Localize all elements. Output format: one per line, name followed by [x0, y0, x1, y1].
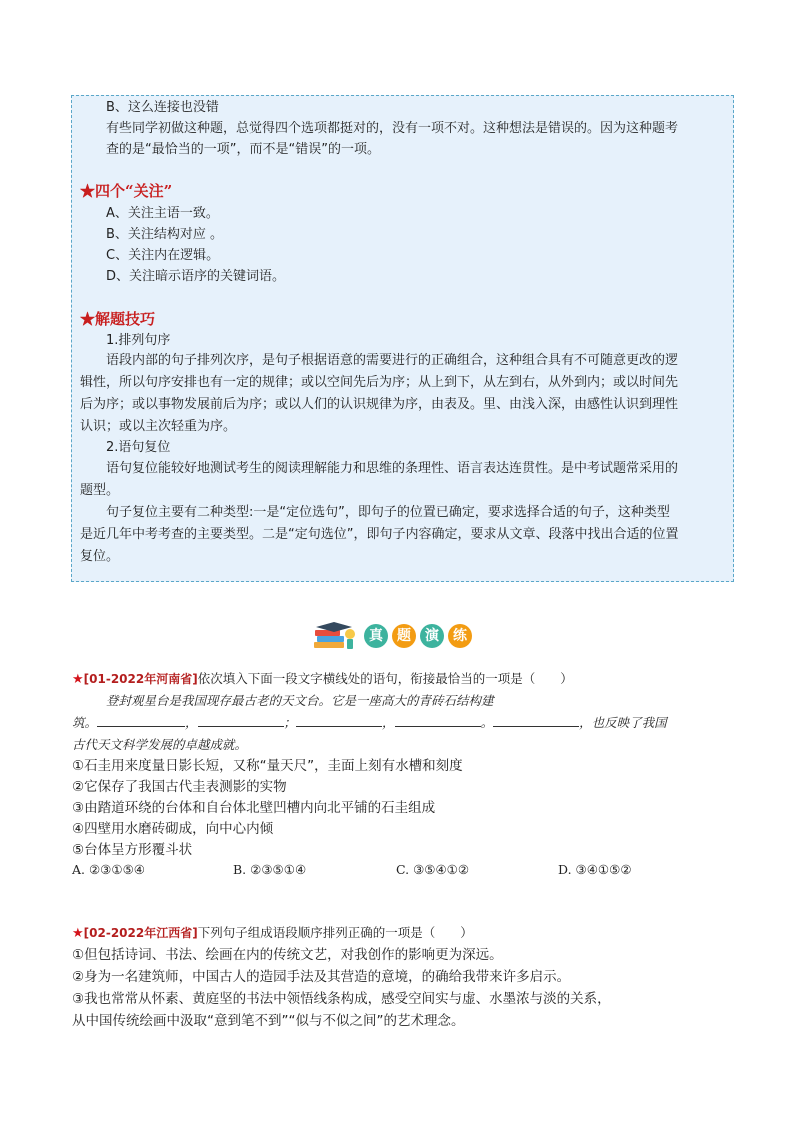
note-line: 查的是“最恰当的一项”，而不是“错误”的一项。 [106, 142, 380, 157]
passage-line: 古代天文科学发展的卓越成就。 [72, 737, 248, 752]
question-tag: [02-2022年江西省] [83, 926, 198, 940]
skill-text: 语段内部的句子排列次序，是句子根据语意的需要进行的正确组合，这种组合具有不可随意更改的逻 [106, 353, 679, 368]
skill-title: 2.语句复位 [106, 440, 171, 455]
blank-5 [493, 712, 579, 727]
banner-char: 练 [448, 624, 472, 648]
answer-item: ①但包括诗词、书法、绘画在内的传统文艺，对我创作的影响更为深远。 [72, 947, 503, 963]
skill-text: 认识；或以主次轻重为序。 [80, 419, 237, 434]
skill-title: 1.排列句序 [106, 333, 171, 348]
answer-item: ④四壁用水磨砖砌成，向中心内倾 [72, 821, 274, 837]
blank-3 [296, 712, 382, 727]
blank-1 [97, 712, 185, 727]
focus-heading: ★四个“关注” [80, 182, 173, 200]
answer-item: ②它保存了我国古代圭表测影的实物 [72, 779, 287, 795]
question-tag: [01-2022年河南省] [83, 672, 198, 686]
skill-text: 后为序；或以事物发展前后为序；或以人们的认识规律为序，由表及。里、由浅入深，由感性认识到理性 [80, 397, 679, 412]
star-icon: ★ [72, 926, 84, 941]
banner-char: 真 [364, 624, 388, 648]
banner-char: 演 [420, 624, 444, 648]
skill-text: 复位。 [80, 549, 120, 564]
focus-item: D、关注暗示语序的关键词语。 [106, 269, 286, 284]
skill-text: 是近几年中考考查的主要类型。二是“定句选位”，即句子内容确定，要求从文章、段落中找出合适的位置 [80, 527, 679, 542]
skills-heading: ★解题技巧 [80, 310, 156, 328]
skill-text: 语句复位能较好地测试考生的阅读理解能力和思维的条理性、语言表达连贯性。是中考试题常采用的 [106, 461, 679, 476]
answer-item: ②身为一名建筑师，中国古人的造园手法及其营造的意境，的确给我带来许多启示。 [72, 969, 571, 985]
question-2-header [72, 922, 473, 945]
answer-item: ⑤台体呈方形覆斗状 [72, 842, 193, 858]
answer-item: 从中国传统绘画中汲取“意到笔不到”“似与不似之间”的艺术理念。 [72, 1013, 465, 1029]
focus-item: C、关注内在逻辑。 [106, 248, 220, 263]
skill-text: 题型。 [80, 483, 120, 498]
note-line: 有些同学初做这种题，总觉得四个选项都挺对的，没有一项不对。这种想法是错误的。因为这种题考 [106, 121, 679, 136]
star-icon: ★ [72, 672, 84, 687]
focus-item: A、关注主语一致。 [106, 206, 219, 221]
question-1-header [72, 668, 573, 691]
books-icon [312, 620, 358, 652]
passage-line: 登封观星台是我国现存最古老的天文台。它是一座高大的青砖石结构建 [106, 693, 494, 708]
banner-char: 题 [392, 624, 416, 648]
choice-c[interactable]: C. ③⑤④①② [396, 862, 470, 877]
blank-2 [198, 712, 284, 727]
passage-text: ，也反映了我国 [579, 715, 667, 730]
skill-text: 句子复位主要有二种类型:一是“定位选句”，即句子的位置已确定，要求选择合适的句子，这种类型 [106, 505, 670, 520]
passage-line-with-blanks [72, 712, 667, 734]
blank-4 [395, 712, 481, 727]
choice-b[interactable]: B. ②③⑤①④ [233, 862, 307, 877]
passage-text: ， [185, 715, 198, 730]
skill-text: 辑性，所以句序安排也有一定的规律；或以空间先后为序；从上到下，从左到右，从外到内；或以时间先 [80, 375, 679, 390]
answer-item: ①石圭用来度量日影长短，又称“量天尺”，圭面上刻有水槽和刻度 [72, 758, 463, 774]
answer-item: ③由踏道环绕的台体和自台体北壁凹槽内向北平铺的石圭组成 [72, 800, 436, 816]
answer-item: ③我也常常从怀素、黄庭坚的书法中领悟线条构成，感受空间实与虚、水墨浓与淡的关系， [72, 991, 611, 1007]
passage-text: 。 [480, 715, 494, 730]
choice-a[interactable]: A. ②③①⑤④ [72, 862, 146, 877]
choice-d[interactable]: D. ③④①⑤② [558, 862, 632, 877]
option-b-note: B、这么连接也没错 [106, 100, 219, 115]
question-stem: 依次填入下面一段文字横线处的语句，衔接最恰当的一项是（ ） [197, 671, 573, 686]
question-stem: 下列句子组成语段顺序排列正确的一项是（ ） [197, 925, 473, 940]
focus-item: B、关注结构对应 。 [106, 227, 224, 242]
passage-text: 筑。 [72, 715, 98, 730]
passage-text: ； [283, 715, 297, 730]
passage-text: ， [382, 715, 395, 730]
